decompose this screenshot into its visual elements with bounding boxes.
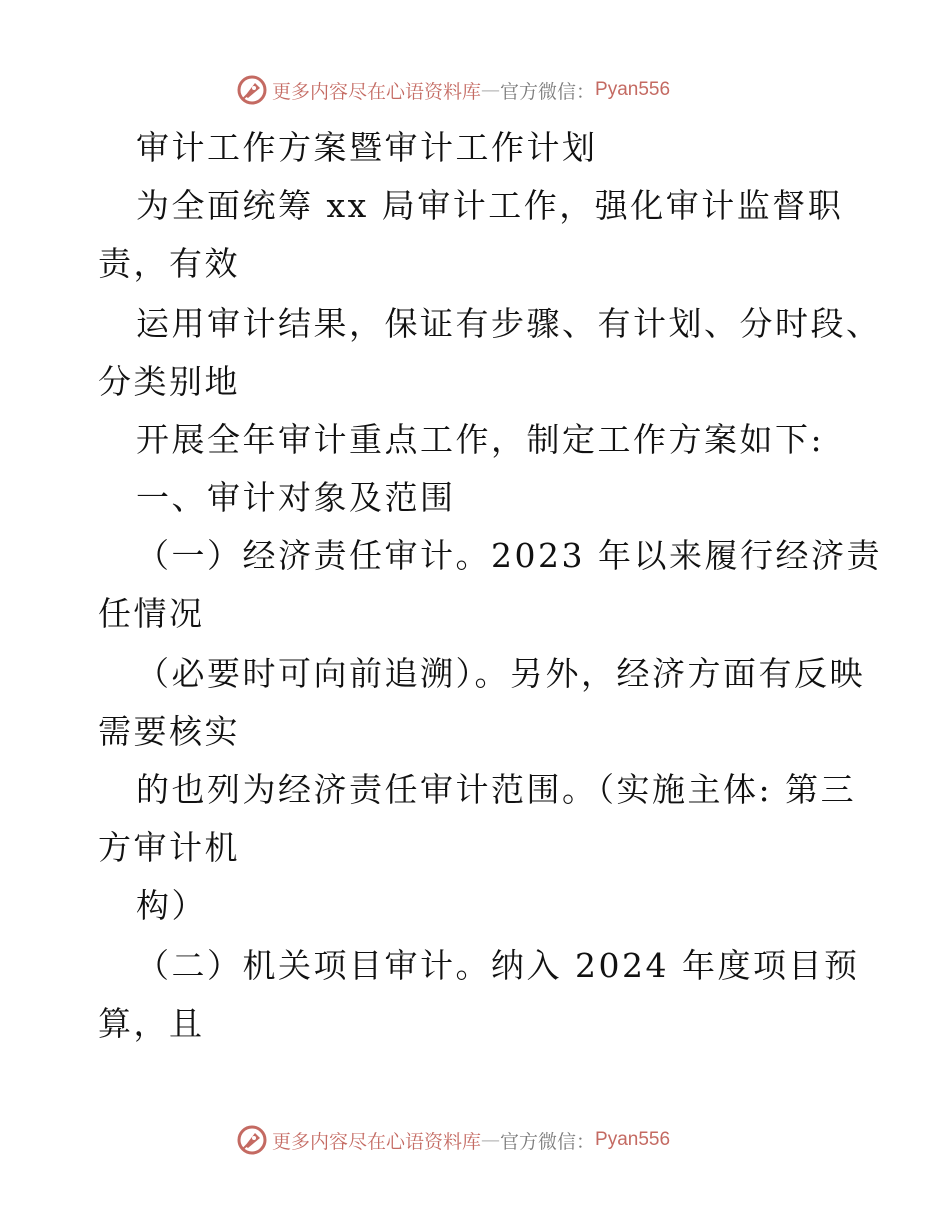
footer-watermark [236,1124,670,1156]
paragraph-line: （二）机关项目审计。纳入 2024 年度项目预 [136,946,860,985]
watermark-wechat-id: Pyan556 [595,79,671,100]
section-heading: 一、审计对象及范围 [136,478,456,517]
paragraph-line: 责，有效 [98,244,240,283]
paragraph-line: 运用审计结果，保证有步骤、有计划、分时段、 [136,304,882,343]
watermark-separator: — [481,79,501,101]
paragraph-line: 算，且 [98,1004,205,1043]
paragraph-line: 构） [136,886,207,925]
paragraph-line: 需要核实 [98,712,240,751]
paragraph-line: （必要时可向前追溯）。另外，经济方面有反映 [136,654,865,693]
paragraph-line: 开展全年审计重点工作，制定工作方案如下: [136,420,825,459]
pen-nib-circle-icon [236,74,268,106]
paragraph-line: 任情况 [98,594,205,633]
pen-nib-circle-icon [236,1124,268,1156]
paragraph-line: （一）经济责任审计。2023 年以来履行经济责 [136,536,882,575]
watermark-text: 更多内容尽在心语资料库 [272,1130,482,1153]
watermark-separator: — [481,1129,501,1151]
watermark-wechat-id: Pyan556 [595,1129,671,1150]
watermark-official-label: 官方微信： [500,1130,596,1153]
paragraph-line: 分类别地 [98,362,240,401]
watermark-official-label: 官方微信： [500,80,596,103]
paragraph-line: 方审计机 [98,828,240,867]
document-title: 审计工作方案暨审计工作计划 [136,128,598,167]
header-watermark [236,74,670,106]
watermark-text: 更多内容尽在心语资料库 [272,80,482,103]
paragraph-line: 为全面统筹 xx 局审计工作，强化审计监督职 [136,186,844,225]
paragraph-line: 的也列为经济责任审计范围。（实施主体: 第三 [136,770,857,809]
